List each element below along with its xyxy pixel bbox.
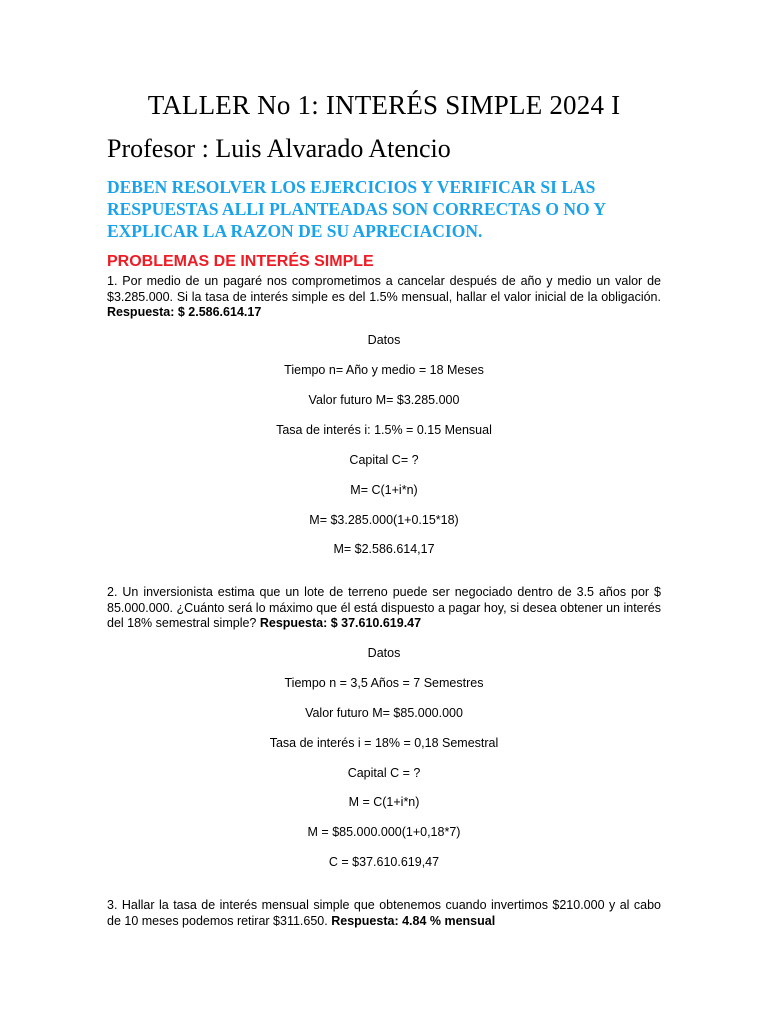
work-line: Tasa de interés i = 18% = 0,18 Semestral bbox=[269, 736, 499, 750]
problem-answer: Respuesta: 4.84 % mensual bbox=[331, 913, 496, 928]
instructions-line: EXPLICAR LA RAZON DE SU APRECIACION. bbox=[107, 221, 483, 241]
problem-number: 1. bbox=[107, 274, 118, 288]
instructions-line: RESPUESTAS ALLI PLANTEADAS SON CORRECTAS O NO Y bbox=[107, 199, 607, 219]
work-line: Tasa de interés i: 1.5% = 0.15 Mensual bbox=[276, 423, 492, 437]
work-line: Datos bbox=[367, 646, 401, 660]
problem-text: Por medio de un pagaré nos comprometimos a cancelar después de año y medio un valor de $3.285.000. Si la tasa de interés simple es del 1.5% mensual, hallar el valor inicial de la obligación. bbox=[107, 274, 661, 304]
work-line: Tiempo n = 3,5 Años = 7 Semestres bbox=[284, 676, 484, 690]
work-line: C = $37.610.619,47 bbox=[328, 855, 440, 869]
work-line: M= $3.285.000(1+0.15*18) bbox=[309, 513, 459, 527]
instructions-line: DEBEN RESOLVER LOS EJERCICIOS Y VERIFICAR SI LAS bbox=[107, 177, 596, 197]
problem-text: Un inversionista estima que un lote de terreno puede ser negociado dentro de 3.5 años por $ 85.000.000. ¿Cuánto será lo máximo que él está dispuesto a pagar hoy, si desea obtener un interés del 18% semestral simple? bbox=[107, 585, 661, 630]
work-line: Capital C = ? bbox=[347, 766, 421, 780]
document-title: TALLER No 1: INTERÉS SIMPLE 2024 I bbox=[147, 90, 621, 120]
problem-2 bbox=[107, 585, 661, 632]
problem-number: 2. bbox=[107, 585, 118, 599]
work-line: M = C(1+i*n) bbox=[348, 795, 420, 809]
problem-text: Hallar la tasa de interés mensual simple que obtenemos cuando invertimos $210.000 y al cabo de 10 meses podemos retirar $311.650. bbox=[107, 898, 661, 928]
work-line: Valor futuro M= $3.285.000 bbox=[308, 393, 460, 407]
problem-answer: Respuesta: $ 2.586.614.17 bbox=[107, 305, 262, 319]
problem-number: 3. bbox=[107, 898, 118, 912]
section-title: PROBLEMAS DE INTERÉS SIMPLE bbox=[107, 253, 374, 270]
professor-name: Profesor : Luis Alvarado Atencio bbox=[107, 134, 451, 163]
work-line: M= $2.586.614,17 bbox=[333, 542, 435, 556]
work-line: Capital C= ? bbox=[349, 453, 419, 467]
problem-1 bbox=[107, 274, 661, 321]
work-line: Valor futuro M= $85.000.000 bbox=[305, 706, 463, 720]
instructions bbox=[107, 176, 667, 242]
problem-answer: Respuesta: $ 37.610.619.47 bbox=[259, 616, 422, 630]
work-line: Tiempo n= Año y medio = 18 Meses bbox=[284, 363, 484, 377]
work-line: M = $85.000.000(1+0,18*7) bbox=[307, 825, 461, 839]
work-line: M= C(1+i*n) bbox=[350, 483, 418, 497]
problem-3 bbox=[107, 898, 661, 929]
work-line: Datos bbox=[367, 333, 401, 347]
